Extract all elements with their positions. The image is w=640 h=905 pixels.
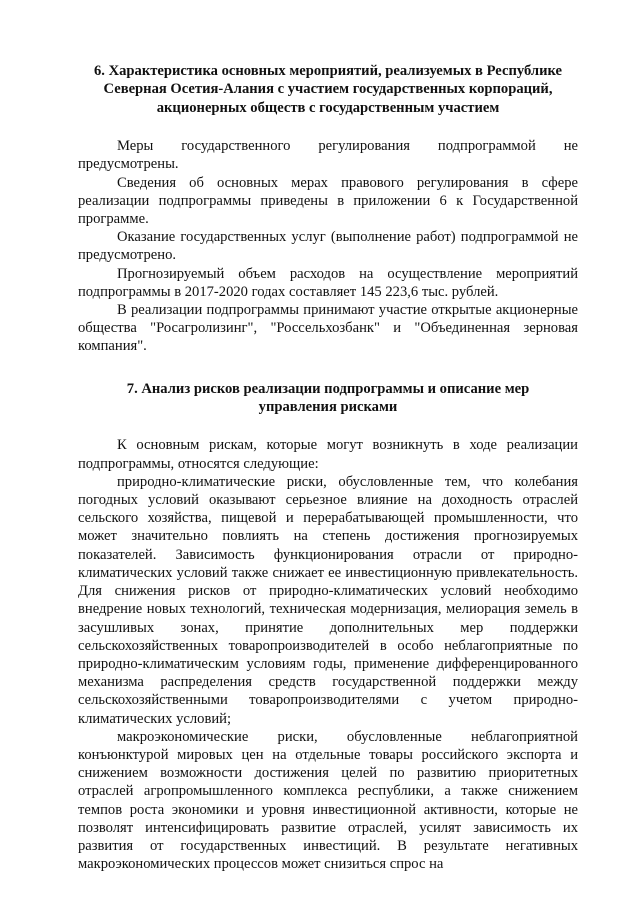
section-7-body xyxy=(78,436,578,873)
section-7-heading-line: 7. Анализ рисков реализации подпрограммы и описание мер xyxy=(126,380,530,397)
paragraph-macroeconomic-risks: макроэкономические риски, обусловленные неблагоприятной конъюнктурой мировых цен на отдельные товары российского экспорта и снижением возможности достижения целей по развитию приоритетных отраслей агропромышленного комплекса республики, а также снижением темпов роста экономики и уровня инвестиционной активности, которые не позволят интенсифицировать развитие отраслей, усилят зависимость их развития от государственных инвестиций. В результате негативных макроэкономических процессов может снизиться спрос на xyxy=(78,728,578,873)
paragraph-public-services: Оказание государственных услуг (выполнение работ) подпрограммой не предусмотрено. xyxy=(78,229,578,264)
section-6-heading-line: акционерных обществ с государственным участием xyxy=(156,99,500,116)
paragraph-regulation-measures: Меры государственного регулирования подпрограммой не предусмотрены. xyxy=(78,138,578,173)
paragraph-legal-regulation: Сведения об основных мерах правового регулирования в сфере реализации подпрограммы приведены в приложении 6 к Государственной программе. xyxy=(78,174,578,228)
section-6-body xyxy=(78,137,578,355)
paragraph-main-risks-intro: К основным рискам, которые могут возникнуть в ходе реализации подпрограммы, относятся следующие: xyxy=(78,437,578,472)
section-7-heading-line: управления рисками xyxy=(258,399,398,416)
paragraph-participants: В реализации подпрограммы принимают участие открытые акционерные общества "Росагролизинг", "Россельхозбанк" и "Объединенная зерновая компания". xyxy=(78,302,578,355)
paragraph-forecast-expenses: Прогнозируемый объем расходов на осуществление мероприятий подпрограммы в 2017-2020 годах составляет 145 223,6 тыс. рублей. xyxy=(78,265,578,300)
section-7-heading xyxy=(78,380,578,417)
paragraph-climate-risks: природно-климатические риски, обусловленные тем, что колебания погодных условий оказывают серьезное влияние на доходность отраслей сельского хозяйства, пищевой и перерабатывающей промышленности, что может значительно повлиять на степень достижения прогнозируемых показателей. Зависимость функционирования отрасли от природно-климатических условий также снижает ее инвестиционную привлекательность. Для снижения рисков от природно-климатических условий необходимо внедрение новых технологий, техническая модернизация, мелиорация земель в засушливых зонах, принятие дополнительных мер поддержки сельскохозяйственных товаропроизводителей в особо неблагоприятные по природно-климатическим условиям годы, применение дифференцированного механизма распределения средств государственной поддержки между сельскохозяйственными товаропроизводителями с учетом природно-климатических условий; xyxy=(78,473,578,727)
section-6-heading-line: 6. Характеристика основных мероприятий, реализуемых в Республике xyxy=(93,63,563,79)
section-6-heading xyxy=(78,62,578,117)
section-6-heading-line: Северная Осетия-Алания с участием государственных корпораций, xyxy=(103,81,553,98)
